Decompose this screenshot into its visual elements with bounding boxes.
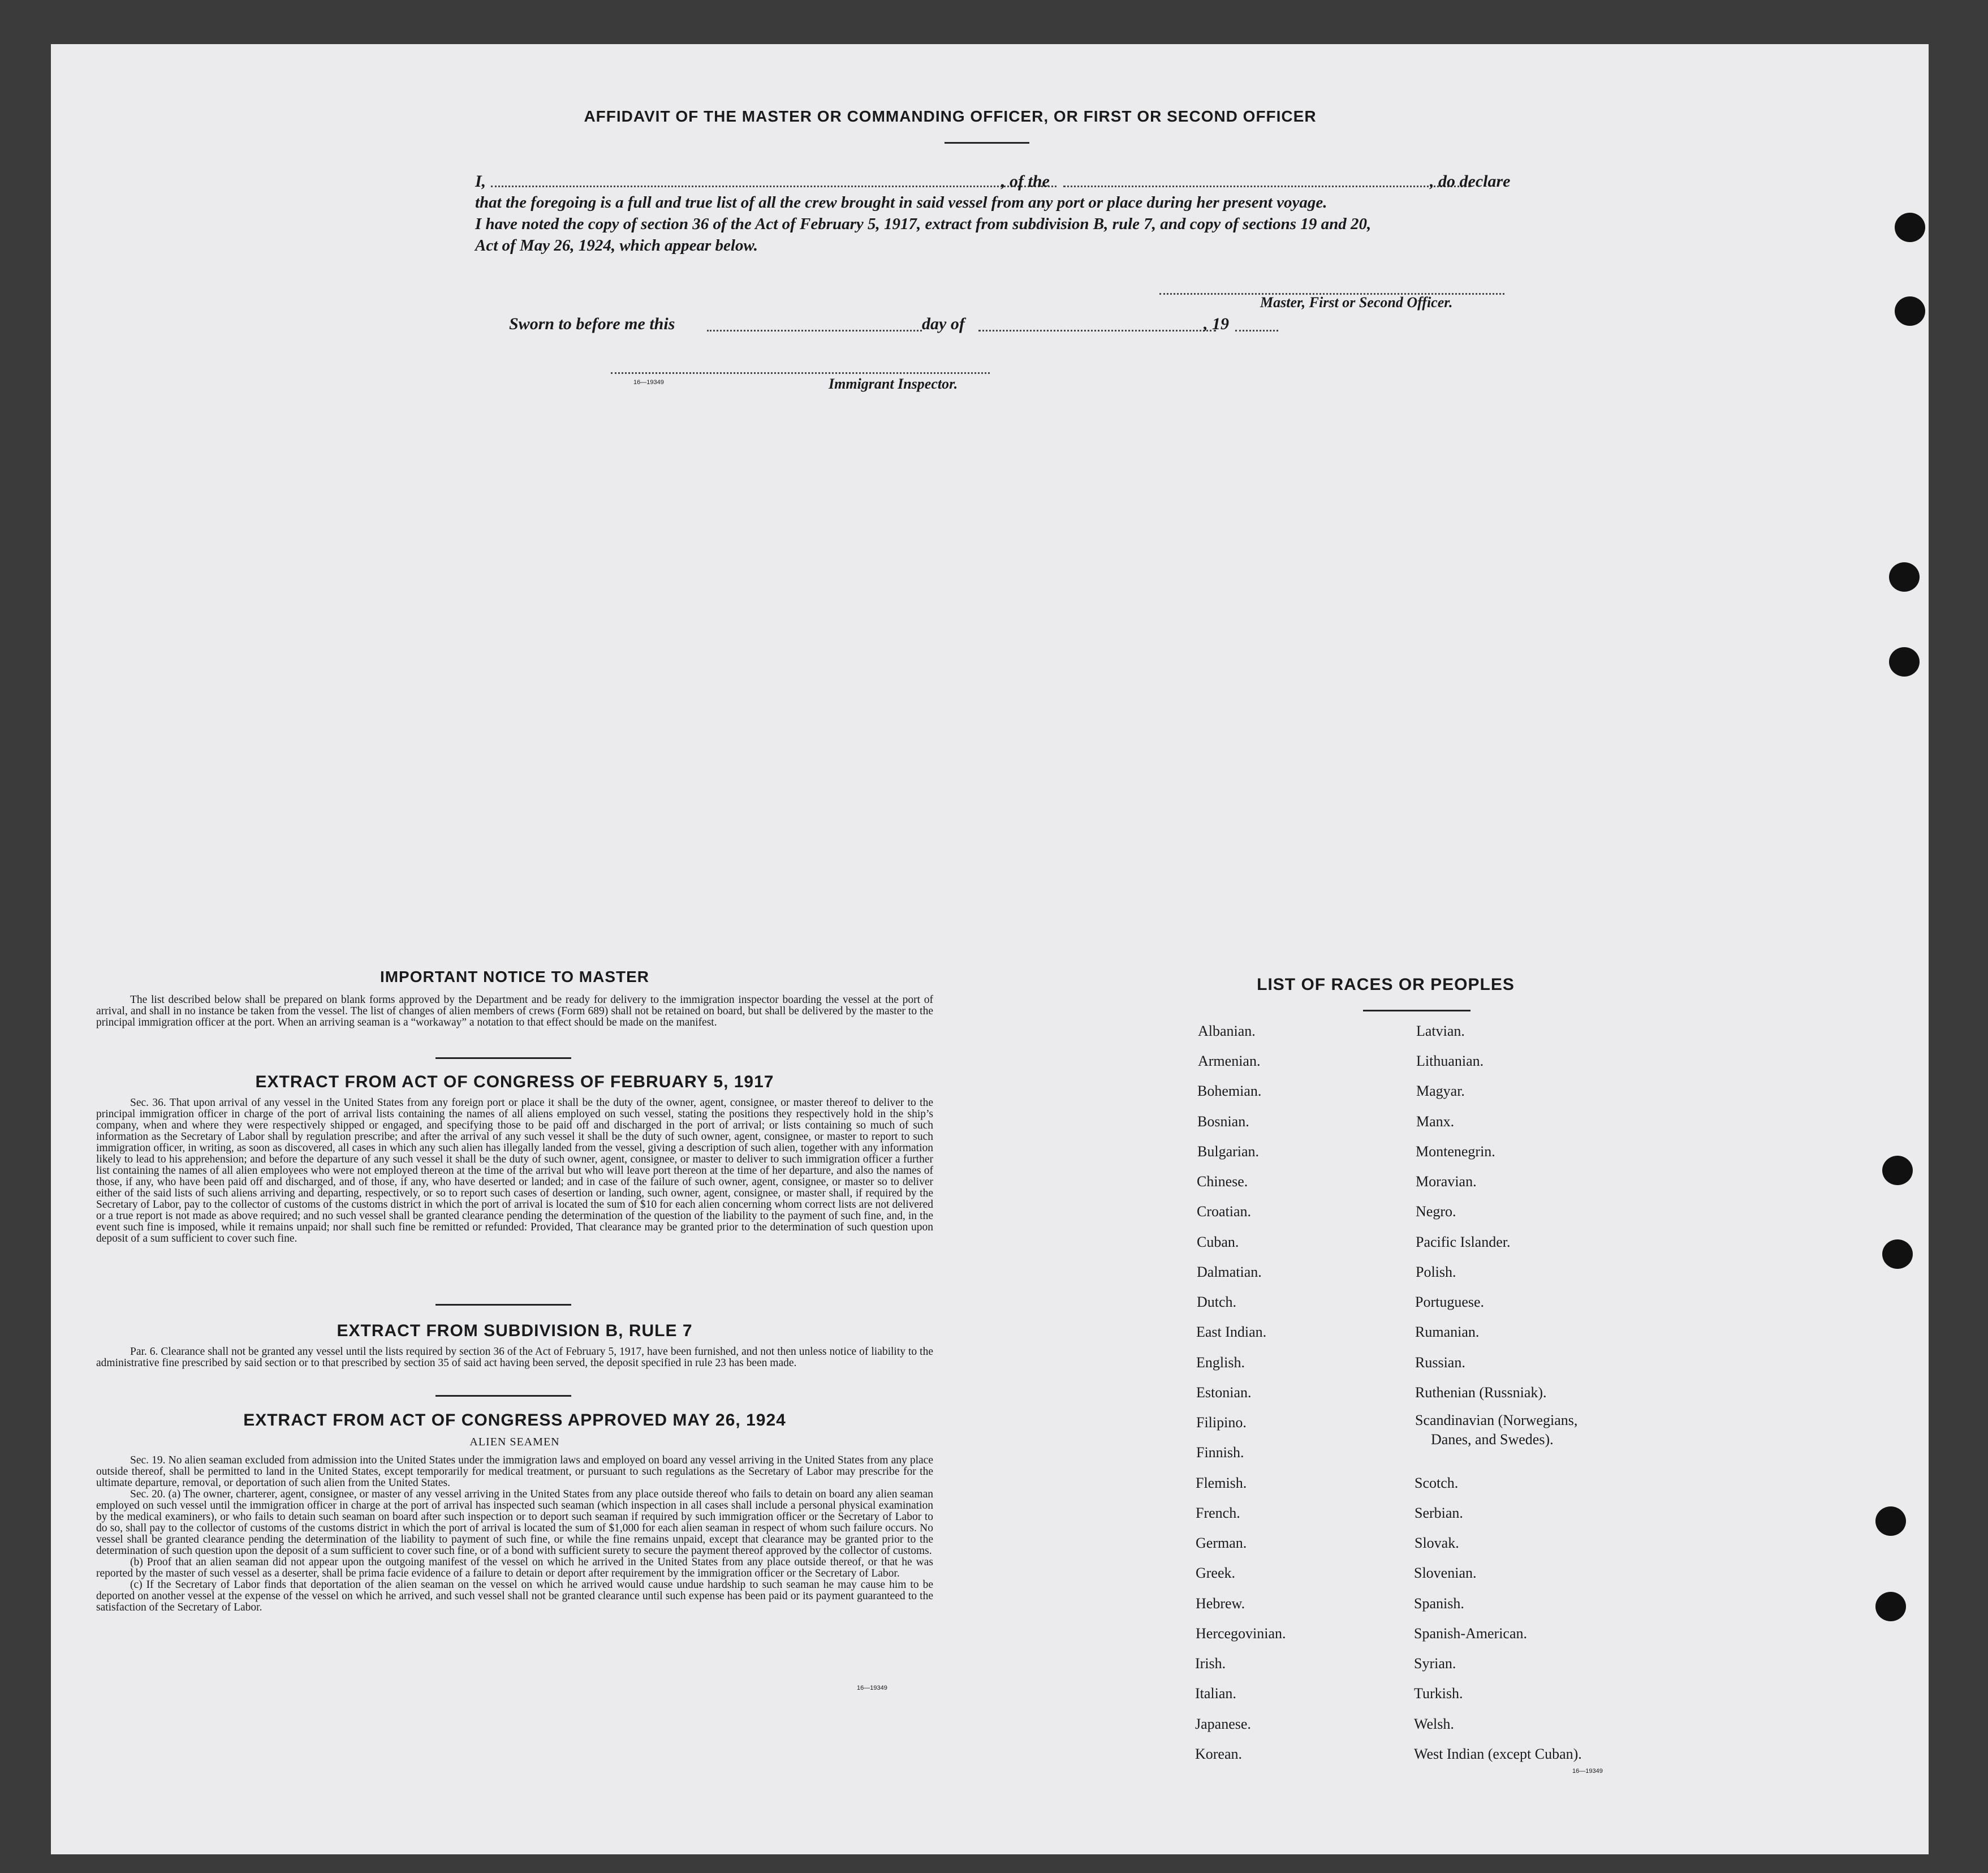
race-item: Japanese.	[1195, 1716, 1251, 1732]
race-item: Bosnian.	[1197, 1113, 1249, 1130]
affidavit-of-the: , of the	[1001, 172, 1050, 191]
par-6-paragraph: Par. 6. Clearance shall not be granted any vessel until the lists required by section 36 of the Act of February 5, 1917, have been furnished, and not then unless notice of liability to the administrative fine prescribed by said section or to that prescribed by section 35 of said act having been served, the deposit specified in rule 23 has been made.	[96, 1346, 933, 1369]
document-sheet	[51, 44, 1929, 1854]
race-item: West Indian (except Cuban).	[1414, 1746, 1582, 1762]
race-item: Scandinavian (Norwegians,	[1415, 1412, 1578, 1428]
alien-seamen-subtitle: ALIEN SEAMEN	[469, 1436, 560, 1448]
race-item: Cuban.	[1197, 1234, 1239, 1250]
affidavit-line-2: that the foregoing is a full and true list of all the crew brought in said vessel from any port or place during her present voyage.	[475, 193, 1327, 212]
race-item: Serbian.	[1415, 1505, 1463, 1521]
race-item: Italian.	[1195, 1685, 1236, 1702]
race-item: Croatian.	[1197, 1203, 1252, 1220]
race-item: French.	[1196, 1505, 1240, 1521]
divider	[435, 1304, 571, 1306]
punch-hole	[1895, 213, 1925, 242]
punch-hole	[1882, 1156, 1913, 1185]
race-item: Estonian.	[1196, 1384, 1252, 1401]
punch-hole	[1889, 647, 1920, 677]
day-of-label: day of	[922, 315, 965, 333]
affidavit-title: AFFIDAVIT OF THE MASTER OR COMMANDING OFFICER, OR FIRST OR SECOND OFFICER	[584, 107, 1317, 125]
form-number: 16—19349	[1572, 1768, 1603, 1775]
race-item: Spanish.	[1414, 1595, 1464, 1612]
punch-hole	[1895, 296, 1925, 326]
race-item: Manx.	[1416, 1113, 1455, 1130]
race-item: Scotch.	[1415, 1475, 1459, 1491]
affidavit-line-3: I have noted the copy of section 36 of the Act of February 5, 1917, extract from subdivision B, rule 7, and copy of sections 19 and 20,	[475, 215, 1372, 233]
race-item: German.	[1196, 1535, 1247, 1551]
race-item: Ruthenian (Russniak).	[1415, 1384, 1547, 1401]
sworn-month-blank[interactable]	[978, 330, 1216, 331]
sec-20a-paragraph: Sec. 20. (a) The owner, charterer, agent, consignee, or master of any vessel arriving in the United States from any place outside thereof who fails to detain on board any alien seaman employed on such vessel until the immigration officer in charge at the port of arrival has inspected such seaman (which inspection in all cases shall include a personal physical examination by the medical examiners), or who fails to detain such seaman on board after such inspection or to deport such seaman if required by such immigration officer or the Secretary of Labor to do so, shall pay to the collector of customs of the customs district in which the port of arrival is located the sum of $1,000 for each alien seaman in respect of whom such failure occurs. No vessel shall be granted clearance pending the determination of the liability to payment of such fine, or while the fine remains unpaid, except that clearance may be granted prior to the determination of such question upon the deposit of a sum sufficient to cover such fine, or of a bond with sufficient surety to secure the payment thereof approved by the collector of customs.	[96, 1488, 933, 1557]
rule7-text	[96, 1346, 933, 1369]
notice-paragraph: The list described below shall be prepared on blank forms approved by the Department and be ready for delivery to the immigration inspector boarding the vessel at the port of arrival, and shall in no instance be taken from the vessel. The list of changes of alien members of crews (Form 689) shall not be retained on board, but shall be delivered by the master to the principal immigration officer at the port. When an arriving seaman is a “workaway” a notation to that effect should be made on the manifest.	[96, 994, 933, 1028]
sec-20b-paragraph: (b) Proof that an alien seaman did not appear upon the outgoing manifest of the vessel on which he arrived in the United States from any place outside thereof, or that he was reported by the master of such vessel as a deserter, shall be prima facie evidence of a failure to detain or deport after requirement by the immigration officer or the Secretary of Labor.	[96, 1556, 933, 1579]
race-item: Greek.	[1196, 1565, 1236, 1581]
race-item: Slovenian.	[1414, 1565, 1477, 1581]
race-item: Korean.	[1195, 1746, 1243, 1762]
race-item: Albanian.	[1198, 1023, 1256, 1039]
race-item: Dutch.	[1197, 1294, 1237, 1310]
extract-1924-text	[96, 1455, 933, 1613]
race-item: Dalmatian.	[1197, 1264, 1262, 1280]
race-item: Hebrew.	[1196, 1595, 1245, 1612]
name-blank[interactable]	[491, 186, 1056, 187]
form-number: 16—19349	[633, 379, 664, 386]
year-label: , 19	[1204, 315, 1229, 333]
notice-text	[96, 994, 933, 1028]
inspector-label: Immigrant Inspector.	[829, 376, 958, 392]
race-item: Flemish.	[1196, 1475, 1247, 1491]
year-blank[interactable]	[1235, 330, 1278, 331]
race-item: Finnish.	[1196, 1444, 1244, 1461]
race-item: Irish.	[1195, 1655, 1226, 1672]
race-item: Armenian.	[1198, 1053, 1261, 1069]
divider	[435, 1057, 571, 1059]
race-item: English.	[1196, 1354, 1245, 1371]
extract-1917-text	[96, 1097, 933, 1245]
divider	[435, 1395, 571, 1397]
punch-hole	[1882, 1239, 1913, 1269]
punch-hole	[1889, 562, 1920, 592]
race-item: Russian.	[1415, 1354, 1465, 1371]
race-item: Moravian.	[1416, 1173, 1477, 1190]
race-item: Syrian.	[1414, 1655, 1456, 1672]
race-item: Filipino.	[1196, 1414, 1247, 1431]
race-item: Lithuanian.	[1416, 1053, 1484, 1069]
sworn-day-blank[interactable]	[707, 330, 922, 331]
form-number: 16—19349	[857, 1685, 887, 1691]
title-divider	[945, 142, 1029, 144]
race-item: Latvian.	[1416, 1023, 1465, 1039]
extract-1917-title: EXTRACT FROM ACT OF CONGRESS OF FEBRUARY 5, 1917	[255, 1073, 774, 1091]
sec-36-paragraph: Sec. 36. That upon arrival of any vessel in the United States from any foreign port or place it shall be the duty of the owner, agent, consignee, or master thereof to deliver to the principal immigration officer in charge of the port of arrival lists containing the names of all aliens employed on such vessel, stating the positions they respectively hold in the ship’s company, when and where they were respectively shipped or engaged, and specifying those to be paid off and discharged in the port of arrival; or lists containing so much of such information as the Secretary of Labor shall by regulation prescribe; and after the arrival of any such vessel it shall be the duty of such owner, agent, consignee, or master to report to such immigration officer, in writing, as soon as discovered, all cases in which any such alien has illegally landed from the vessel, giving a description of such alien, together with any information likely to lead to his apprehension; and before the departure of any such vessel it shall be the duty of such owner, agent, consignee, or master to deliver to such immigration officer a further list containing the names of all alien employees who were not employed thereon at the time of the arrival but who will leave port thereon at the time of her departure, and also the names of those, if any, who have been paid off and discharged, and of those, if any, who have deserted or landed; and in case of the failure of such owner, agent, consignee, or master so to deliver either of the said lists of such aliens arriving and departing, respectively, or so to report such cases of desertion or landing, such owner, agent, consignee, or master shall, if required by the Secretary of Labor, pay to the collector of customs of the customs district in which the port of arrival is located the sum of $10 for each alien concerning whom correct lists are not delivered or a true report is not made as above required; and no such vessel shall be granted clearance pending the determination of the question of the liability to the payment of such fine, and, in the event such fine is imposed, while it remains unpaid; nor shall such fine be remitted or refunded: Provided, That clearance may be granted prior to the determination of such question upon deposit of a sum sufficient to cover such fine.	[96, 1097, 933, 1245]
race-item: Montenegrin.	[1416, 1143, 1495, 1160]
races-title: LIST OF RACES OR PEOPLES	[1257, 975, 1515, 994]
affidavit-line-4: Act of May 26, 1924, which appear below.	[475, 236, 758, 255]
vessel-blank[interactable]	[1063, 186, 1470, 187]
race-item: Danes, and Swedes).	[1431, 1431, 1554, 1448]
race-item: Hercegovinian.	[1196, 1625, 1286, 1642]
race-item: Slovak.	[1415, 1535, 1459, 1551]
race-item: Spanish-American.	[1414, 1625, 1528, 1642]
punch-hole	[1875, 1506, 1906, 1536]
affidavit-i: I,	[475, 172, 486, 191]
notice-title: IMPORTANT NOTICE TO MASTER	[380, 968, 650, 985]
divider	[1363, 1010, 1470, 1011]
sec-20c-paragraph: (c) If the Secretary of Labor finds that deportation of the alien seaman on the vessel on which he arrived would cause undue hardship to such seaman he may cause him to be deported on another vessel at the expense of the vessel on which he arrived, and such vessel shall not be granted clearance until such expense has been paid or its payment guaranteed to the satisfaction of the Secretary of Labor.	[96, 1579, 933, 1613]
race-item: Chinese.	[1197, 1173, 1248, 1190]
extract-1924-title: EXTRACT FROM ACT OF CONGRESS APPROVED MAY 26, 1924	[243, 1411, 786, 1429]
rule7-title: EXTRACT FROM SUBDIVISION B, RULE 7	[337, 1321, 693, 1340]
race-item: Polish.	[1416, 1264, 1456, 1280]
master-signature-label: Master, First or Second Officer.	[1260, 294, 1453, 311]
race-item: Portuguese.	[1415, 1294, 1485, 1310]
race-item: Pacific Islander.	[1416, 1234, 1511, 1250]
race-item: Magyar.	[1416, 1083, 1465, 1099]
affidavit-declare: , do declare	[1430, 172, 1511, 191]
race-item: Rumanian.	[1415, 1324, 1480, 1340]
sworn-label: Sworn to before me this	[509, 315, 675, 333]
race-item: Negro.	[1416, 1203, 1456, 1220]
sec-19-paragraph: Sec. 19. No alien seaman excluded from admission into the United States under the immigration laws and employed on board any vessel arriving in the United States from any place outside thereof, shall be permitted to land in the United States, except temporarily for medical treatment, or pursuant to such regulations as the Secretary of Labor may prescribe for the ultimate departure, removal, or deportation of such alien from the United States.	[96, 1454, 933, 1489]
race-item: Welsh.	[1414, 1716, 1454, 1732]
punch-hole	[1875, 1592, 1906, 1621]
race-item: East Indian.	[1196, 1324, 1267, 1340]
race-item: Bohemian.	[1197, 1083, 1262, 1099]
inspector-signature-line[interactable]	[611, 372, 990, 374]
race-item: Turkish.	[1414, 1685, 1463, 1702]
race-item: Bulgarian.	[1197, 1143, 1260, 1160]
